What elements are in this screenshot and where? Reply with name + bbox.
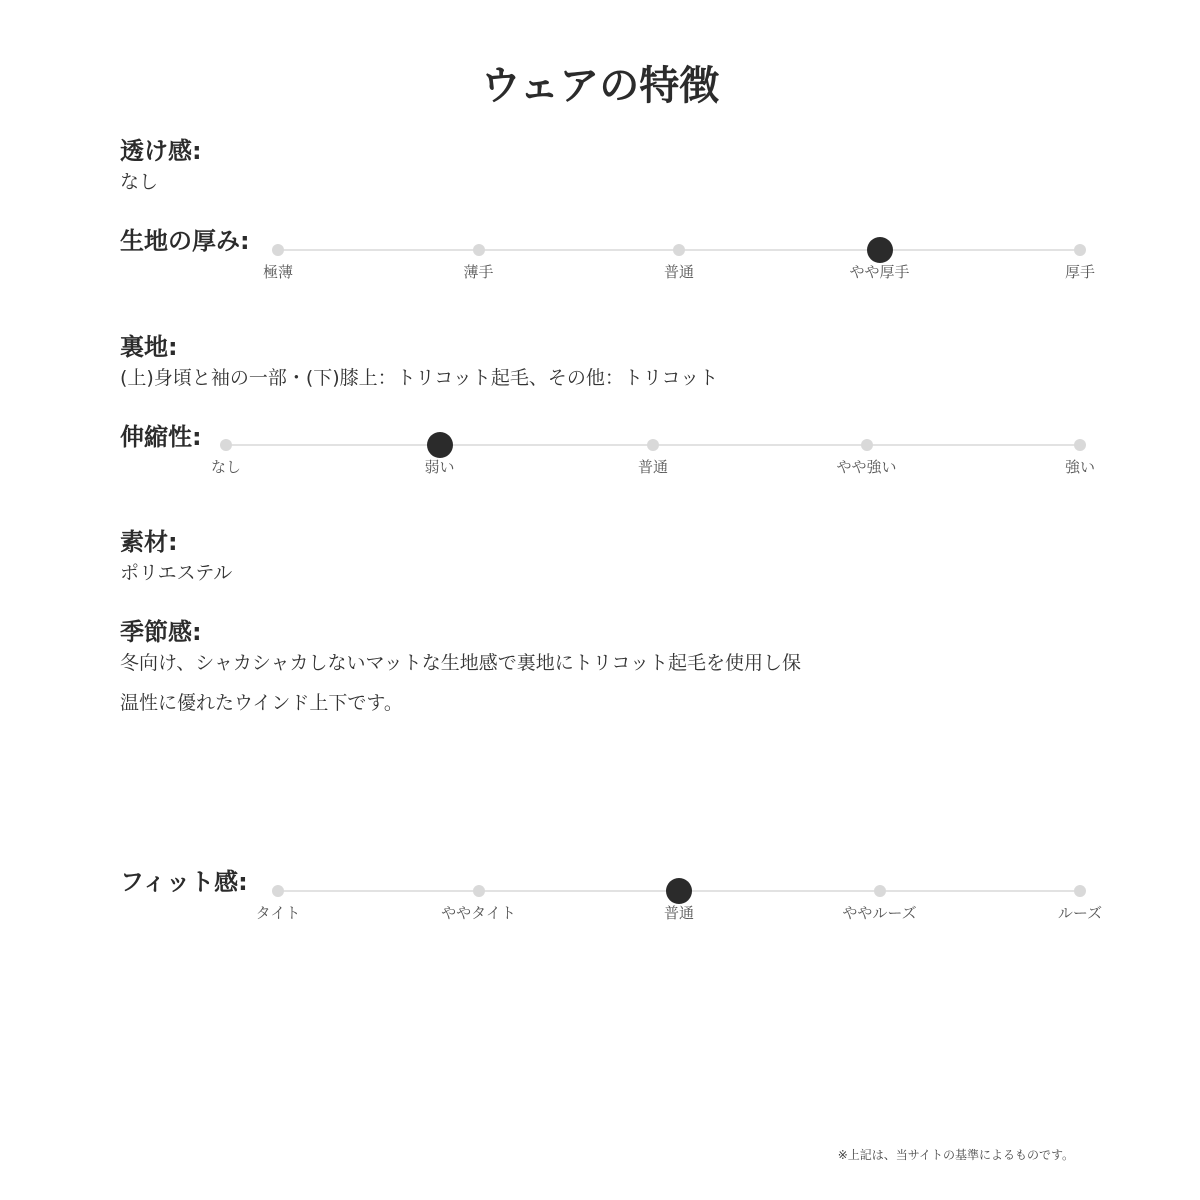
thickness-scale-option-label: 普通	[663, 263, 694, 281]
fit-scale-dot	[1074, 885, 1086, 897]
stretch-scale-option-label: 普通	[637, 458, 668, 476]
material-label: 素材:	[120, 528, 178, 556]
material-value: ポリエステル	[120, 562, 233, 584]
thickness-scale-dot	[673, 244, 685, 256]
stretch-scale-option-label: 強い	[1064, 458, 1095, 476]
fit-scale-dot	[473, 885, 485, 897]
transparency-label: 透け感:	[120, 137, 202, 165]
footnote: ※上記は、当サイトの基準によるものです。	[837, 1148, 1074, 1162]
transparency-value: なし	[120, 171, 159, 193]
thickness-scale-dot-selected	[867, 237, 893, 263]
stretch-scale-option-label: やや強い	[836, 458, 897, 476]
fit-scale-option-label: ややルーズ	[842, 904, 917, 922]
season-line-2: 温性に優れたウインド上下です。	[120, 692, 403, 714]
season-line-1: 冬向け、シャカシャカしないマットな生地感で裏地にトリコット起毛を使用し保	[120, 652, 801, 674]
stretch-scale-dot	[647, 439, 659, 451]
season-label: 季節感:	[120, 618, 202, 646]
fit-scale-option-label: ルーズ	[1057, 904, 1103, 922]
thickness-scale-dot	[1074, 244, 1086, 256]
thickness-scale-option-label: 極薄	[262, 263, 293, 281]
thickness-scale-dot	[272, 244, 284, 256]
thickness-scale-option-label: 厚手	[1064, 263, 1095, 281]
lining-value: (上)身頃と袖の一部・(下)膝上：トリコット起毛、その他：トリコット	[120, 367, 719, 389]
stretch-scale-option-label: なし	[210, 458, 241, 476]
lining-label: 裏地:	[120, 333, 178, 361]
fit-scale-dot	[272, 885, 284, 897]
thickness-label: 生地の厚み:	[120, 227, 250, 255]
fit-scale-dot	[874, 885, 886, 897]
fit-scale-option-label: タイト	[255, 904, 301, 922]
page-title: ウェアの特徴	[480, 63, 720, 109]
fit-scale-dot-selected	[666, 878, 692, 904]
fit-scale-option-label: ややタイト	[441, 904, 516, 922]
thickness-scale-dot	[473, 244, 485, 256]
fit-scale-option-label: 普通	[663, 904, 694, 922]
stretch-scale-dot-selected	[427, 432, 453, 458]
stretch-scale-dot	[1074, 439, 1086, 451]
thickness-scale-option-label: やや厚手	[849, 263, 910, 281]
fit-label: フィット感:	[120, 868, 248, 896]
stretch-scale-dot	[861, 439, 873, 451]
thickness-scale-option-label: 薄手	[463, 263, 494, 281]
stretch-label: 伸縮性:	[120, 423, 202, 451]
stretch-scale-dot	[220, 439, 232, 451]
stretch-scale-option-label: 弱い	[424, 458, 455, 476]
